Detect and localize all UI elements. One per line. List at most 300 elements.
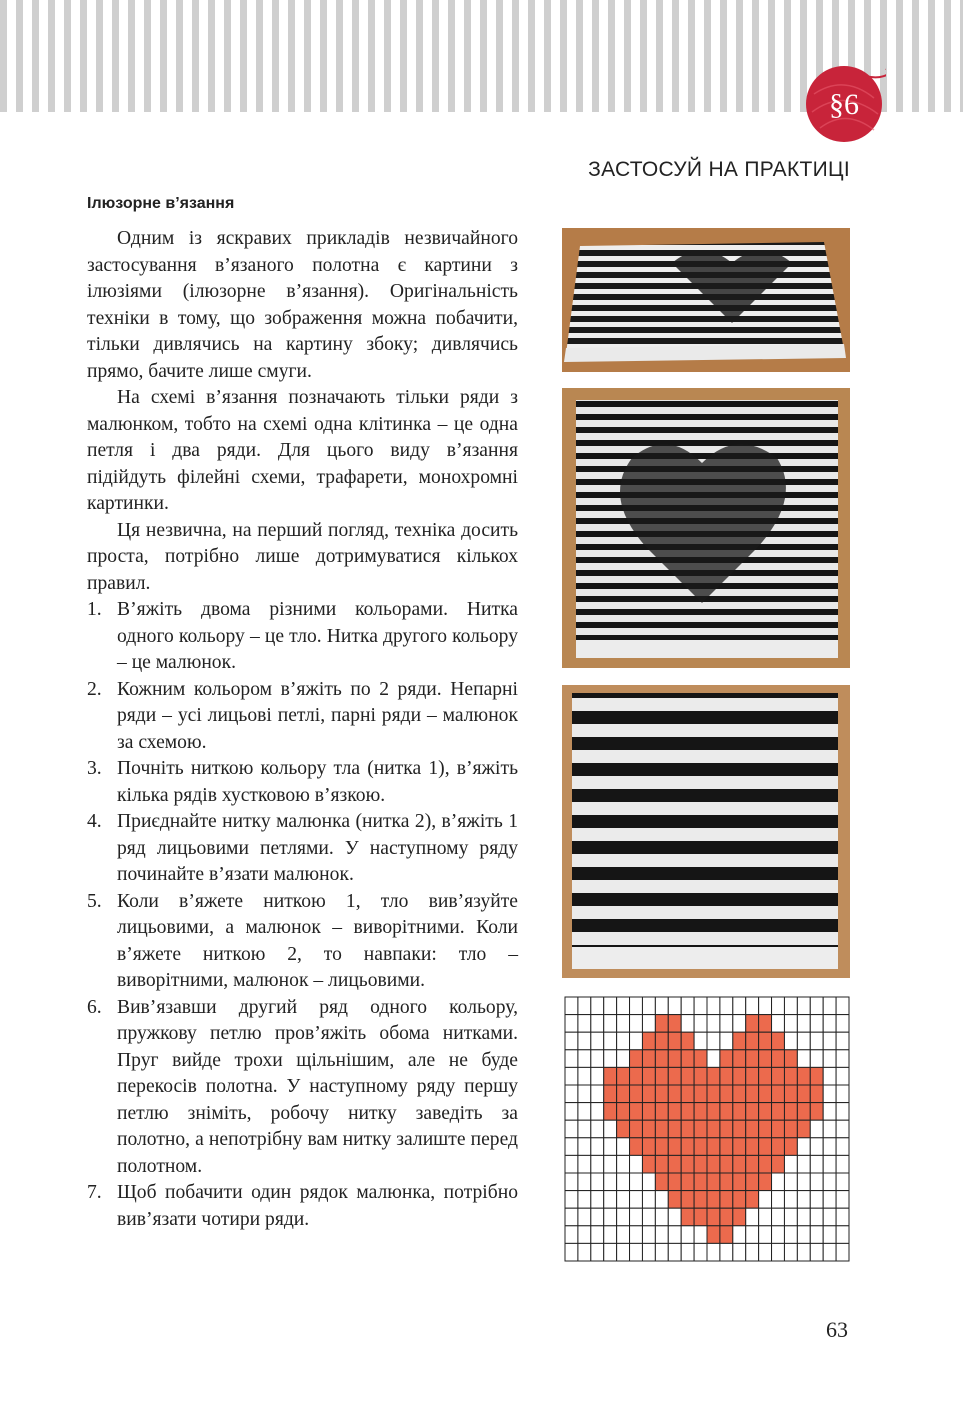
pattern-cell — [797, 1138, 810, 1156]
pattern-cell-filled — [720, 1155, 733, 1173]
pattern-cell — [630, 1173, 643, 1191]
pattern-cell-filled — [630, 1138, 643, 1156]
pattern-cell — [565, 1067, 578, 1085]
pattern-cell-filled — [655, 1015, 668, 1033]
pattern-cell — [591, 1067, 604, 1085]
pattern-cell — [746, 997, 759, 1015]
steps-list — [87, 597, 518, 1233]
step-number: 1. — [87, 599, 102, 620]
pattern-cell — [823, 1103, 836, 1121]
step-number: 6. — [87, 996, 102, 1018]
pattern-cell-filled — [784, 1120, 797, 1138]
pattern-cell — [578, 1155, 591, 1173]
pattern-cell — [772, 1226, 785, 1244]
pattern-cell — [681, 1015, 694, 1033]
pattern-cell-filled — [668, 1120, 681, 1138]
pattern-cell-filled — [720, 1226, 733, 1244]
pattern-cell-filled — [733, 1155, 746, 1173]
pattern-cell — [823, 1173, 836, 1191]
pattern-cell — [797, 1155, 810, 1173]
pattern-cell — [604, 1243, 617, 1261]
pattern-cell-filled — [668, 1067, 681, 1085]
pattern-cell-filled — [759, 1120, 772, 1138]
pattern-cell — [591, 1208, 604, 1226]
pattern-cell-filled — [746, 1050, 759, 1068]
pattern-cell — [617, 1138, 630, 1156]
pattern-cell-filled — [617, 1120, 630, 1138]
step-text: Коли в’яжете ниткою 1, тло вив’язуйте лицьовими, а малюнок – виворітними. Коли в’яжете ниткою 2, то навпаки: тло – виворітними, малюнок – лицьовими. — [117, 890, 518, 991]
pattern-cell-filled — [681, 1103, 694, 1121]
pattern-cell-filled — [681, 1120, 694, 1138]
pattern-cell — [578, 1120, 591, 1138]
pattern-cell — [836, 1191, 849, 1209]
pattern-cell — [565, 1032, 578, 1050]
pattern-cell-filled — [694, 1208, 707, 1226]
pattern-cell — [565, 1050, 578, 1068]
pattern-cell — [810, 1138, 823, 1156]
pattern-cell — [642, 997, 655, 1015]
pattern-cell-filled — [655, 1067, 668, 1085]
pattern-cell — [720, 1032, 733, 1050]
pattern-cell — [655, 997, 668, 1015]
pattern-cell — [630, 997, 643, 1015]
pattern-cell-filled — [707, 1226, 720, 1244]
pattern-cell — [784, 1243, 797, 1261]
pattern-cell — [630, 1155, 643, 1173]
pattern-cell-filled — [733, 1050, 746, 1068]
pattern-cell-filled — [784, 1085, 797, 1103]
pattern-cell-filled — [707, 1103, 720, 1121]
pattern-cell-filled — [694, 1155, 707, 1173]
pattern-cell — [733, 997, 746, 1015]
pattern-cell — [591, 1085, 604, 1103]
pattern-cell-filled — [668, 1050, 681, 1068]
pattern-cell-filled — [720, 1085, 733, 1103]
pattern-cell — [565, 1191, 578, 1209]
pattern-cell — [836, 1120, 849, 1138]
pattern-cell — [772, 1173, 785, 1191]
pattern-cell — [655, 1191, 668, 1209]
pattern-cell — [565, 1085, 578, 1103]
pattern-cell — [565, 1173, 578, 1191]
pattern-cell — [591, 1103, 604, 1121]
pattern-cell — [784, 1032, 797, 1050]
pattern-cell — [591, 1155, 604, 1173]
pattern-cell — [681, 1243, 694, 1261]
pattern-cell-filled — [694, 1120, 707, 1138]
pattern-cell — [823, 1067, 836, 1085]
pattern-cell — [772, 997, 785, 1015]
pattern-cell — [772, 1015, 785, 1033]
paragraph: На схемі в’язання позначають тільки ряди з малюнком, тобто на схемі одна клітинка – це одна петля і два ряди. Для цього виду в’язання підійдуть філейні схеми, трафарети, монохромні картинки. — [87, 387, 518, 514]
pattern-cell — [565, 1155, 578, 1173]
pattern-cell — [810, 1226, 823, 1244]
list-item — [87, 677, 518, 757]
pattern-cell — [733, 1243, 746, 1261]
pattern-cell — [823, 1050, 836, 1068]
pattern-cell — [810, 1243, 823, 1261]
pattern-cell — [707, 1243, 720, 1261]
pattern-cell — [591, 1191, 604, 1209]
yarn-ball-icon — [804, 64, 886, 146]
step-text: Почніть ниткою кольору тла (нитка 1), в’яжіть кілька рядів хустковою в’язкою. — [117, 758, 518, 806]
pattern-cell-filled — [810, 1085, 823, 1103]
pattern-cell-filled — [772, 1085, 785, 1103]
pattern-cell — [578, 1173, 591, 1191]
list-item — [87, 597, 518, 677]
pattern-cell-filled — [733, 1173, 746, 1191]
pattern-cell-filled — [707, 1120, 720, 1138]
pattern-cell — [784, 1155, 797, 1173]
pattern-cell-filled — [681, 1067, 694, 1085]
pattern-cell — [746, 1243, 759, 1261]
pattern-cell-filled — [759, 1032, 772, 1050]
pattern-cell — [642, 1191, 655, 1209]
pattern-cell — [565, 1120, 578, 1138]
section-title: ЗАСТОСУЙ НА ПРАКТИЦІ — [588, 158, 850, 181]
list-item — [87, 1180, 518, 1233]
pattern-cell-filled — [797, 1067, 810, 1085]
pattern-cell-filled — [720, 1120, 733, 1138]
pattern-cell-filled — [733, 1103, 746, 1121]
pattern-cell-filled — [720, 1138, 733, 1156]
pattern-cell — [772, 1243, 785, 1261]
list-item — [87, 756, 518, 809]
pattern-cell-filled — [694, 1191, 707, 1209]
pattern-cell — [707, 1032, 720, 1050]
pattern-cell — [772, 1208, 785, 1226]
pattern-cell-filled — [604, 1085, 617, 1103]
pattern-cell-filled — [630, 1067, 643, 1085]
pattern-cell — [797, 1032, 810, 1050]
pattern-cell — [746, 1226, 759, 1244]
pattern-cell-filled — [617, 1103, 630, 1121]
pattern-cell — [759, 997, 772, 1015]
pattern-cell-filled — [759, 1103, 772, 1121]
pattern-cell-filled — [759, 1085, 772, 1103]
pattern-cell — [797, 1243, 810, 1261]
pattern-cell-filled — [759, 1173, 772, 1191]
pattern-cell-filled — [746, 1120, 759, 1138]
pattern-cell — [694, 1015, 707, 1033]
pattern-cell-filled — [720, 1103, 733, 1121]
pattern-cell — [578, 1208, 591, 1226]
pattern-cell — [591, 1138, 604, 1156]
pattern-cell — [810, 997, 823, 1015]
pattern-cell-filled — [759, 1015, 772, 1033]
pattern-cell-filled — [772, 1067, 785, 1085]
list-item — [87, 995, 518, 1181]
pattern-cell-filled — [797, 1085, 810, 1103]
pattern-cell-filled — [772, 1103, 785, 1121]
pattern-cell — [578, 1015, 591, 1033]
pattern-cell — [565, 1103, 578, 1121]
pattern-cell — [836, 997, 849, 1015]
pattern-cell — [642, 1015, 655, 1033]
pattern-cell — [591, 1173, 604, 1191]
paragraph: Одним із яскравих прикладів незвичайного застосування в’язаного полотна є картини з ілюзіями (ілюзорне в’язання). Оригінальність техніки в тому, що зображення можна побачити, тільки дивлячись на картину збоку; дивлячись прямо, бачите лише смуги. — [87, 228, 518, 382]
pattern-cell — [617, 1226, 630, 1244]
pattern-cell — [604, 1155, 617, 1173]
pattern-cell — [694, 1243, 707, 1261]
pattern-cell-filled — [681, 1208, 694, 1226]
pattern-cell-filled — [642, 1067, 655, 1085]
pattern-cell — [655, 1208, 668, 1226]
pattern-cell-filled — [784, 1138, 797, 1156]
pattern-cell — [591, 1050, 604, 1068]
pattern-cell — [720, 997, 733, 1015]
pattern-cell — [578, 1226, 591, 1244]
pattern-cell-filled — [733, 1208, 746, 1226]
pattern-cell — [668, 997, 681, 1015]
step-number: 4. — [87, 811, 102, 832]
pattern-cell — [720, 1243, 733, 1261]
pattern-cell — [617, 1191, 630, 1209]
pattern-cell-filled — [733, 1138, 746, 1156]
pattern-cell — [604, 1191, 617, 1209]
pattern-cell-filled — [642, 1085, 655, 1103]
pattern-cell — [565, 997, 578, 1015]
pattern-cell-filled — [746, 1015, 759, 1033]
pattern-cell — [630, 1032, 643, 1050]
pattern-cell — [733, 1226, 746, 1244]
pattern-cell-filled — [772, 1138, 785, 1156]
pattern-cell — [578, 1138, 591, 1156]
pattern-cell — [617, 1173, 630, 1191]
pattern-cell-filled — [668, 1085, 681, 1103]
pattern-cell — [591, 1015, 604, 1033]
pattern-cell — [578, 997, 591, 1015]
pattern-cell — [668, 1208, 681, 1226]
pattern-cell-filled — [720, 1067, 733, 1085]
pattern-cell — [630, 1208, 643, 1226]
pattern-cell — [578, 1032, 591, 1050]
pattern-cell — [823, 1138, 836, 1156]
pattern-cell-filled — [746, 1085, 759, 1103]
pattern-cell — [617, 1032, 630, 1050]
pattern-cell-filled — [668, 1015, 681, 1033]
pattern-cell-filled — [655, 1155, 668, 1173]
pattern-cell — [591, 1226, 604, 1244]
pattern-cell-filled — [630, 1050, 643, 1068]
pattern-cell — [810, 1015, 823, 1033]
pattern-cell-filled — [733, 1120, 746, 1138]
step-number: 7. — [87, 1182, 102, 1203]
pattern-cell-filled — [746, 1103, 759, 1121]
pattern-cell — [810, 1173, 823, 1191]
pattern-cell — [565, 1138, 578, 1156]
pattern-cell — [655, 1226, 668, 1244]
pattern-cell-filled — [707, 1155, 720, 1173]
pattern-cell — [810, 1050, 823, 1068]
pattern-cell — [604, 1138, 617, 1156]
pattern-cell — [591, 997, 604, 1015]
pattern-cell-filled — [642, 1103, 655, 1121]
pattern-cell-filled — [668, 1032, 681, 1050]
pattern-cell-filled — [810, 1103, 823, 1121]
pattern-cell — [565, 1015, 578, 1033]
pattern-cell — [823, 1032, 836, 1050]
pattern-cell-filled — [746, 1191, 759, 1209]
step-number: 3. — [87, 758, 102, 779]
pattern-cell-filled — [746, 1173, 759, 1191]
pattern-cell-filled — [655, 1120, 668, 1138]
pattern-cell-filled — [746, 1138, 759, 1156]
pattern-cell — [578, 1103, 591, 1121]
pattern-cell — [604, 1226, 617, 1244]
pattern-cell — [720, 1015, 733, 1033]
pattern-cell-filled — [604, 1103, 617, 1121]
pattern-cell — [797, 1015, 810, 1033]
pattern-cell — [836, 1243, 849, 1261]
pattern-cell-filled — [759, 1050, 772, 1068]
pattern-cell — [578, 1191, 591, 1209]
pattern-cell — [617, 1208, 630, 1226]
pattern-cell — [836, 1015, 849, 1033]
photo-side-view — [562, 228, 850, 372]
pattern-cell — [630, 1191, 643, 1209]
pattern-cell-filled — [642, 1138, 655, 1156]
pattern-cell — [836, 1208, 849, 1226]
section-badge — [804, 64, 886, 146]
pattern-cell — [617, 997, 630, 1015]
pattern-cell — [836, 1138, 849, 1156]
pattern-cell-filled — [604, 1067, 617, 1085]
pattern-cell — [836, 1067, 849, 1085]
pattern-cell — [784, 1191, 797, 1209]
pattern-cell — [617, 1050, 630, 1068]
pattern-cell — [604, 1208, 617, 1226]
pattern-cell-filled — [733, 1067, 746, 1085]
pattern-cell — [591, 1120, 604, 1138]
pattern-cell — [604, 997, 617, 1015]
pattern-cell-filled — [681, 1050, 694, 1068]
pattern-cell-filled — [694, 1103, 707, 1121]
pattern-cell-filled — [707, 1067, 720, 1085]
pattern-cell-filled — [642, 1155, 655, 1173]
pattern-cell-filled — [668, 1191, 681, 1209]
pattern-cell — [797, 1226, 810, 1244]
pattern-cell-filled — [733, 1032, 746, 1050]
pattern-cell — [823, 997, 836, 1015]
pattern-cell-filled — [655, 1138, 668, 1156]
pattern-cell-filled — [720, 1191, 733, 1209]
pattern-cell — [565, 1208, 578, 1226]
pattern-cell — [823, 1208, 836, 1226]
pattern-cell-filled — [720, 1050, 733, 1068]
pattern-cell — [604, 1050, 617, 1068]
pattern-cell — [810, 1191, 823, 1209]
photo-front-view — [562, 685, 850, 978]
pattern-cell — [836, 1173, 849, 1191]
pattern-cell — [823, 1191, 836, 1209]
pattern-cell — [759, 1226, 772, 1244]
list-item — [87, 809, 518, 889]
pattern-cell — [836, 1103, 849, 1121]
pattern-cell — [823, 1155, 836, 1173]
pattern-cell — [604, 1032, 617, 1050]
pattern-cell — [681, 1226, 694, 1244]
pattern-cell-filled — [707, 1173, 720, 1191]
pattern-cell — [797, 1191, 810, 1209]
pattern-cell — [836, 1032, 849, 1050]
pattern-cell-filled — [630, 1103, 643, 1121]
pattern-cell — [617, 1243, 630, 1261]
pattern-cell-filled — [784, 1103, 797, 1121]
step-text: В’яжіть двома різними кольорами. Нитка одного кольору – це тло. Нитка другого кольору – це малюнок. — [117, 599, 518, 673]
pattern-cell — [630, 1243, 643, 1261]
pattern-cell — [694, 1226, 707, 1244]
step-text: Приєднайте нитку малюнка (нитка 2), в’яжіть 1 ряд лицьовими петлями. У наступному ряду починайте в’язати малюнок. — [117, 811, 518, 885]
pattern-cell-filled — [668, 1173, 681, 1191]
pattern-cell — [759, 1191, 772, 1209]
pattern-cell — [707, 997, 720, 1015]
pattern-cell — [759, 1208, 772, 1226]
pattern-cell-filled — [655, 1173, 668, 1191]
pattern-cell — [810, 1208, 823, 1226]
pattern-cell — [707, 1015, 720, 1033]
pattern-cell-filled — [668, 1103, 681, 1121]
pattern-cell — [578, 1243, 591, 1261]
pattern-cell-filled — [681, 1085, 694, 1103]
article-body — [87, 226, 518, 1233]
pattern-cell-filled — [707, 1138, 720, 1156]
pattern-cell-filled — [668, 1138, 681, 1156]
pattern-cell — [810, 1120, 823, 1138]
step-number: 2. — [87, 678, 102, 700]
step-number: 5. — [87, 890, 102, 912]
pattern-cell-filled — [617, 1085, 630, 1103]
article-heading: Ілюзорне в’язання — [87, 195, 235, 212]
pattern-cell-filled — [720, 1208, 733, 1226]
pattern-cell — [784, 1226, 797, 1244]
pattern-cell-filled — [617, 1067, 630, 1085]
pattern-cell — [655, 1243, 668, 1261]
pattern-cell — [668, 1226, 681, 1244]
pattern-cell-filled — [810, 1067, 823, 1085]
pattern-cell — [797, 997, 810, 1015]
pattern-cell-filled — [759, 1067, 772, 1085]
pattern-cell — [759, 1243, 772, 1261]
pattern-cell-filled — [772, 1050, 785, 1068]
pattern-cell — [784, 1173, 797, 1191]
pattern-cell — [784, 1015, 797, 1033]
pattern-cell — [668, 1243, 681, 1261]
pattern-cell — [797, 1050, 810, 1068]
pattern-cell — [746, 1208, 759, 1226]
pattern-cell-filled — [784, 1050, 797, 1068]
pattern-cell-filled — [655, 1032, 668, 1050]
pattern-cell-filled — [772, 1155, 785, 1173]
pattern-cell — [707, 1050, 720, 1068]
pattern-cell — [565, 1226, 578, 1244]
pattern-cell-filled — [655, 1085, 668, 1103]
pattern-cell — [797, 1208, 810, 1226]
pattern-cell-filled — [642, 1120, 655, 1138]
pattern-cell — [642, 1173, 655, 1191]
pattern-cell — [810, 1155, 823, 1173]
pattern-cell-filled — [784, 1067, 797, 1085]
pattern-cell-filled — [797, 1103, 810, 1121]
pattern-cell — [591, 1032, 604, 1050]
step-text: Вив’язавши другий ряд одного кольору, пружкову петлю пров’яжіть обома нитками. Пруг вийде трохи щільнішим, але не буде перекосів полотна. У наступному ряду першу петлю зніміть, робочу нитку заведіть за полотно, а непотрібну вам нитку залиште перед полотном. — [117, 996, 518, 1177]
pattern-cell — [836, 1050, 849, 1068]
pattern-cell — [836, 1085, 849, 1103]
pattern-cell-filled — [655, 1103, 668, 1121]
pattern-cell — [642, 1208, 655, 1226]
pattern-cell-filled — [707, 1208, 720, 1226]
pattern-cell-filled — [630, 1120, 643, 1138]
